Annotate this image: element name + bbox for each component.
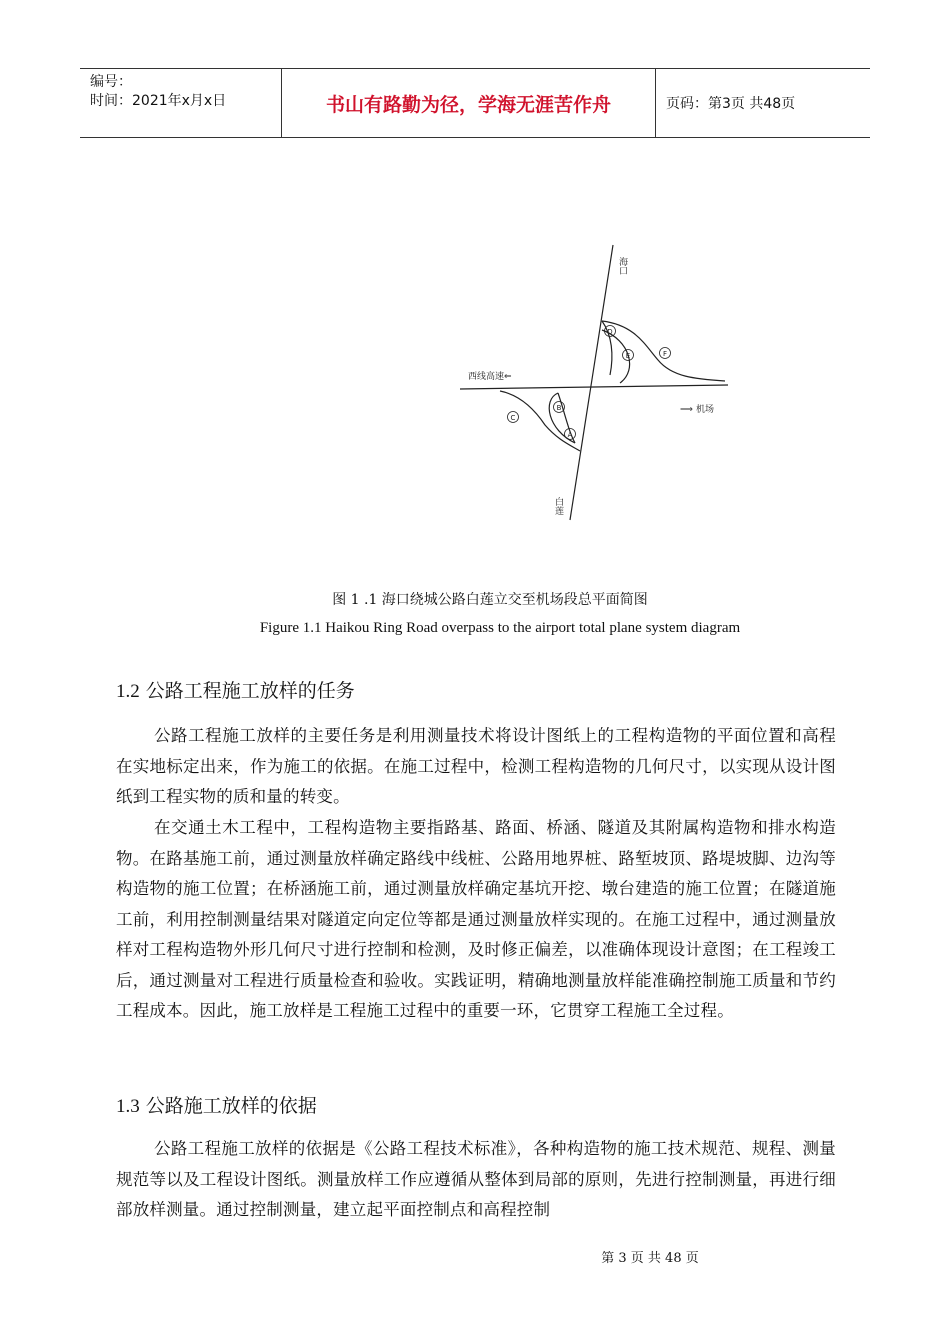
ramp-letter-c: C [510,414,516,422]
ring-road-line [567,245,613,520]
page-footer: 第 3 页 共 48 页 [601,1251,699,1266]
east-arrow-icon: ⟹ [680,405,693,415]
section-heading-1-3 [116,1091,317,1118]
figure-caption-cn: 图 1 .1 海口绕城公路白莲立交至机场段总平面简图 [332,592,648,608]
road-label-haikou: 海口 [617,257,627,275]
section-heading-1-2 [116,676,355,703]
figure-caption-en: Figure 1.1 Haikou Ring Road overpass to the airport total plane system diagram [259,620,741,636]
header-page-info: 页码：第3页 共48页 [666,96,796,112]
section-number: 1.3 [116,1096,140,1117]
document-time-label: 时间：2021年x月x日 [90,93,227,109]
page-header [80,68,870,138]
header-motto: 书山有路勤为径，学海无涯苦作舟 [282,69,656,137]
section-number: 1.2 [116,681,140,702]
section-title: 公路工程施工放样的任务 [145,680,355,702]
ramp-letter-f: F [662,350,668,358]
road-label-airport: 机场 [696,405,715,415]
ramp-letter-d: D [607,328,613,336]
paragraph: 公路工程施工放样的依据是《公路工程技术标准》，各种构造物的施工技术规范、规程、测量规范等以及工程设计图纸。测量放样工作应遵循从整体到局部的原则，先进行控制测量，再进行细部放样测量。通过控制测量，建立起平面控制点和高程控制 [116,1139,836,1219]
document-number-label: 编号： [90,74,132,90]
paragraph: 在交通土木工程中，工程构造物主要指路基、路面、桥涵、隧道及其附属构造物和排水构造物。在路基施工前，通过测量放样确定路线中线桩、公路用地界桩、路堑坡顶、路堤坡脚、边沟等构造物的施工位置；在桥涵施工前，通过测量放样确定基坑开挖、墩台建造的施工位置；在隧道施工前，利用控制测量结果对隧道定向定位等都是通过测量放样实现的。在施工过程中，通过测量放样对工程构造物外形几何尺寸进行控制和检测，及时修正偏差，以准确体现设计意图；在工程竣工后，通过测量对工程进行质量检查和验收。实践证明，精确地测量放样能准确控制施工质量和节约工程成本。因此，施工放样是工程施工过程中的重要一环，它贯穿工程施工全过程。 [116,818,836,1020]
ramp-letter-e: E [625,352,631,360]
road-label-bailian: 白莲 [553,497,563,515]
header-meta [80,69,282,137]
interchange-plan-diagram [440,235,740,535]
ramp-letter-b: B [556,404,562,412]
ramp-letter-a: A [567,431,573,439]
west-arrow-icon: ⇐ [504,372,512,382]
paragraph: 公路工程施工放样的主要任务是利用测量技术将设计图纸上的工程构造物的平面位置和高程在实地标定出来，作为施工的依据。在施工过程中，检测工程构造物的几何尺寸，以实现从设计图纸到工程实物的质和量的转变。 [116,726,836,806]
road-label-west-expressway: 西线高速 [468,372,505,382]
ramp-a-curve [558,393,575,443]
section-title: 公路施工放样的依据 [145,1095,317,1117]
west-expressway-line [460,385,728,389]
